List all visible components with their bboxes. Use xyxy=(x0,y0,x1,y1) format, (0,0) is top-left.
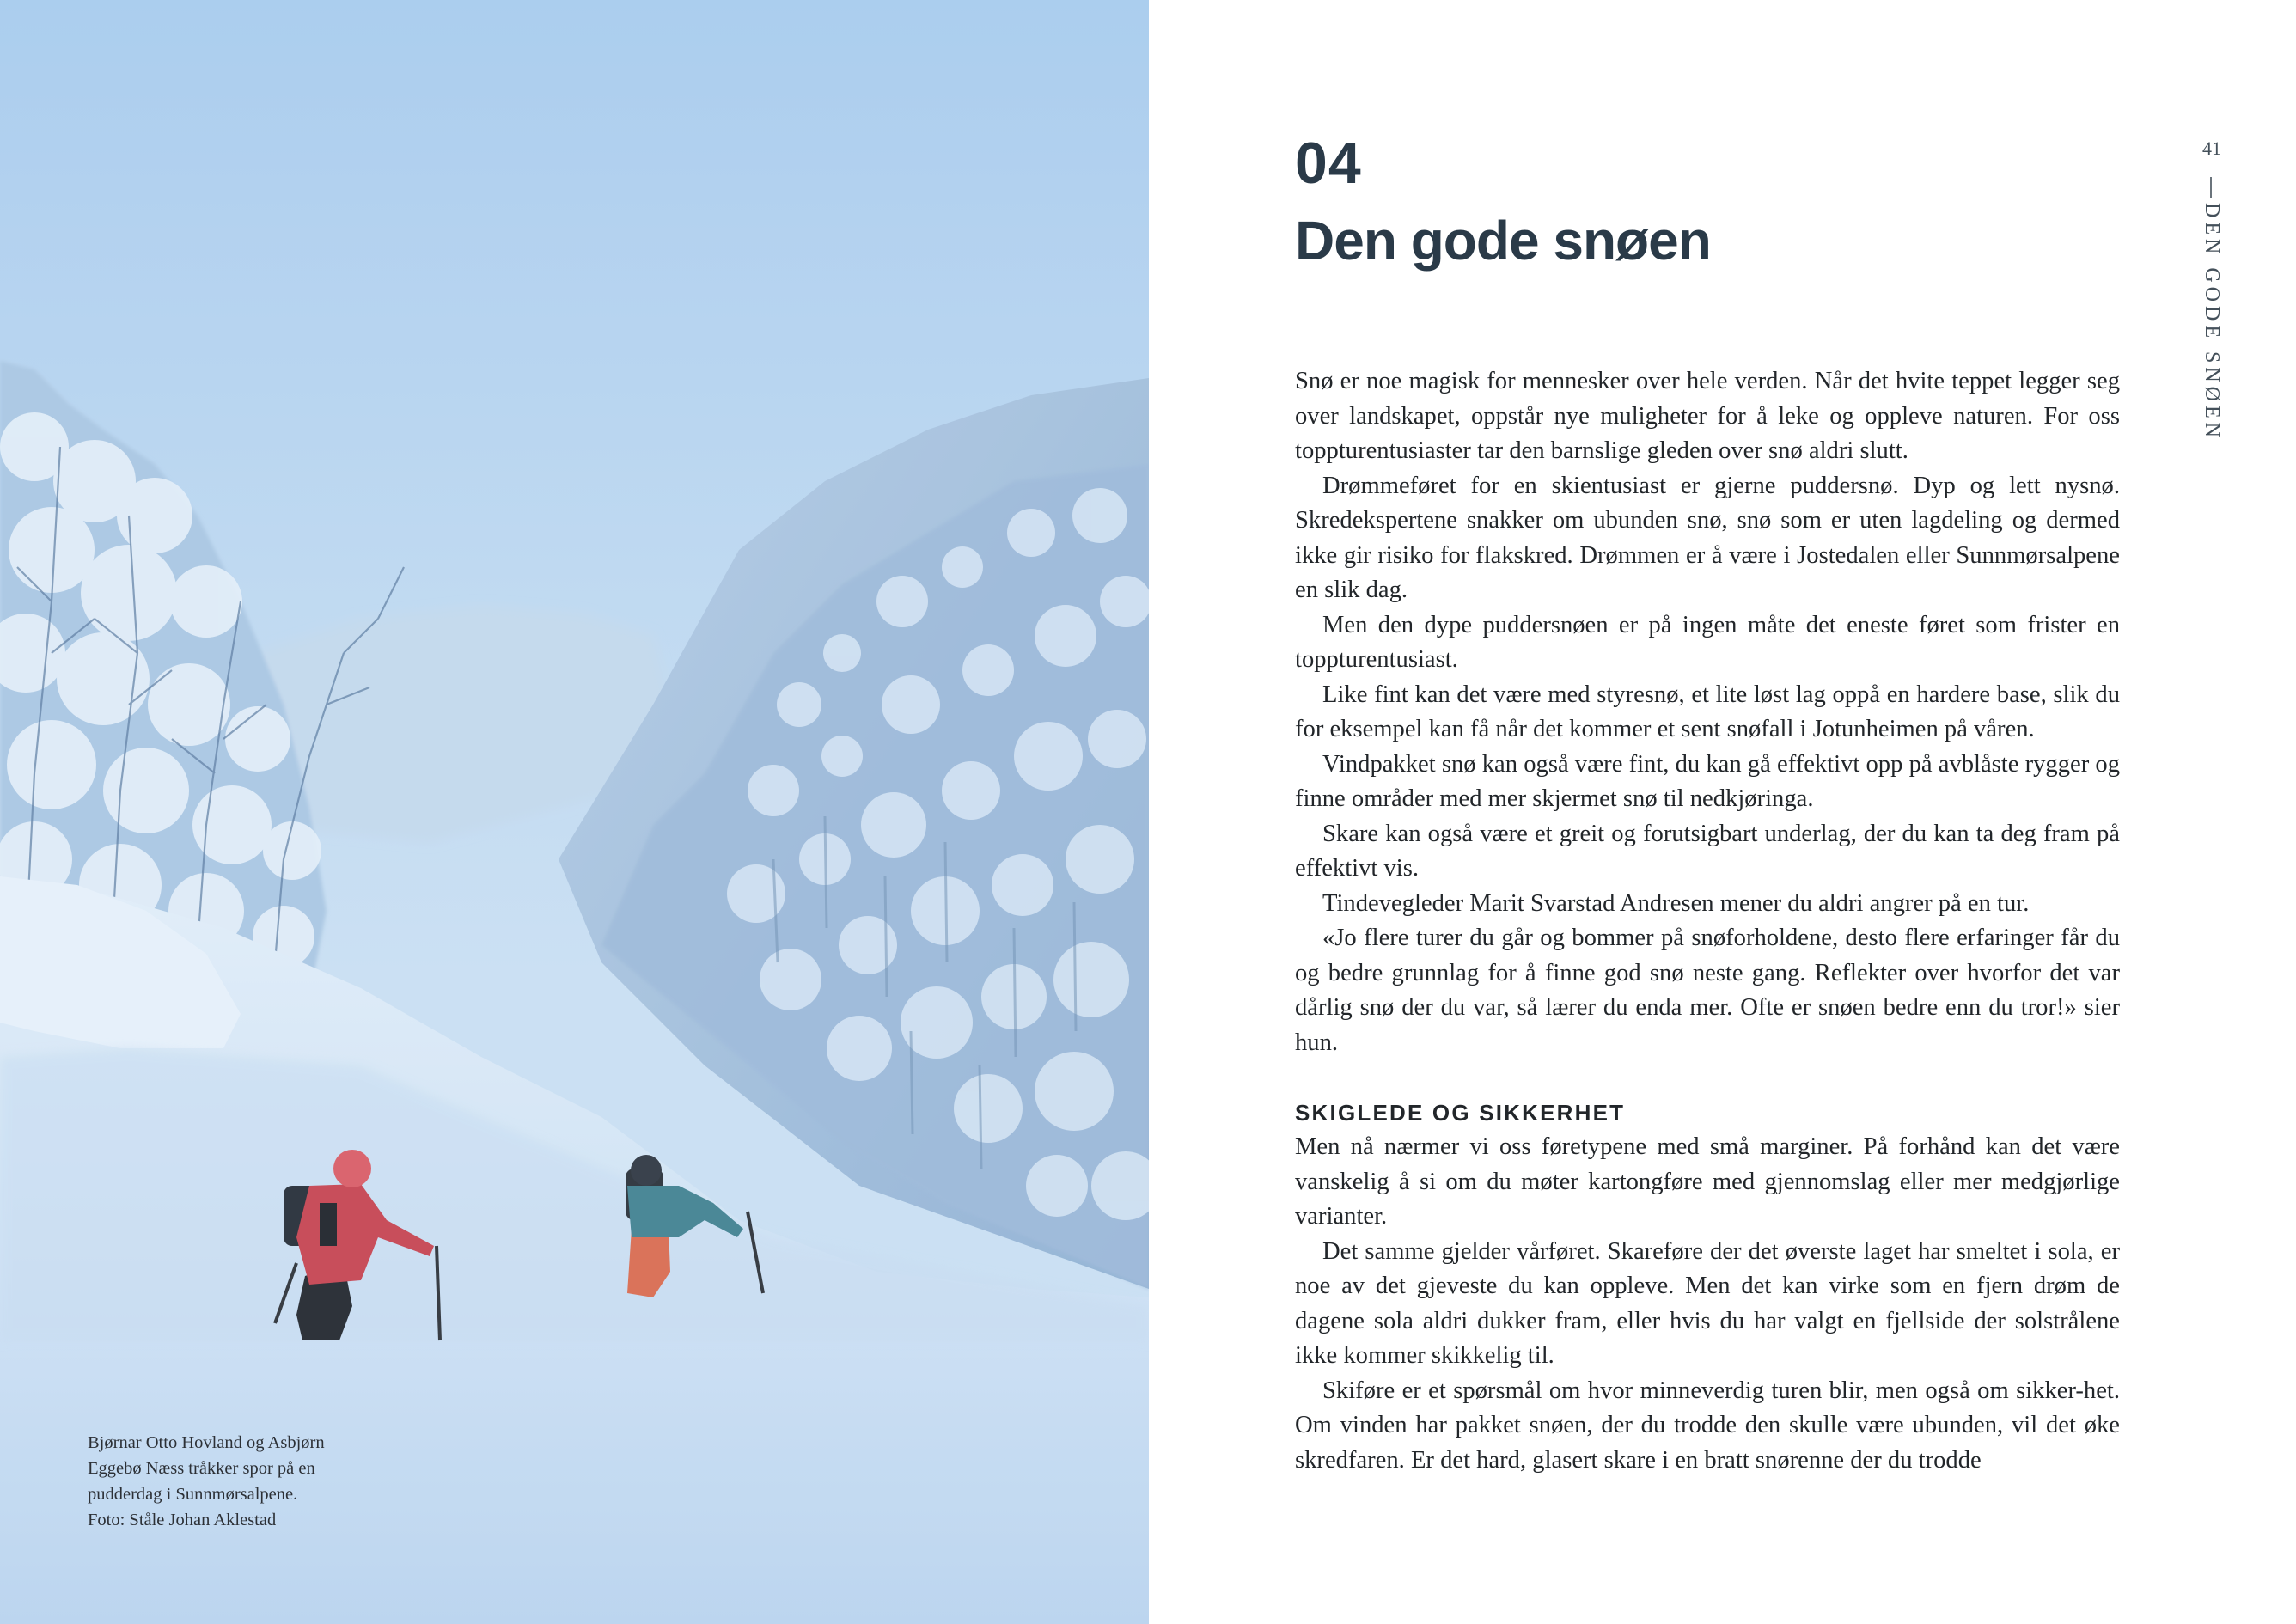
body-paragraph: Vindpakket snø kan også være fint, du kan gå effektivt opp på avblåste rygger og finne områder med mer skjermet snø til nedkjøringa. xyxy=(1295,750,2120,812)
body-paragraph: Men den dype puddersnøen er på ingen måte det eneste føret som frister en toppturentusiast. xyxy=(1295,611,2120,673)
photo-caption xyxy=(88,1430,380,1533)
caption-line: Eggebø Næss tråkker spor på en xyxy=(88,1459,315,1478)
chapter-number: 04 xyxy=(1295,131,1362,196)
section-heading: SKIGLEDE OG SIKKERHET xyxy=(1295,1099,1626,1126)
body-paragraph: «Jo flere turer du går og bommer på snøforholdene, desto flere erfaringer får du og bedre grunnlag for å finne god snø neste gang. Reflekter over hvorfor det var dårlig snø der du var, så lærer du enda mer. Ofte er snøen bedre enn du tror!» sier hun. xyxy=(1295,925,2120,1056)
body-paragraph: Like fint kan det være med styresnø, et lite løst lag oppå en hardere base, slik du for eksempel kan få når det kommer et sent snøfall i Jotunheimen på våren. xyxy=(1295,681,2120,742)
body-text xyxy=(1295,364,2120,1478)
running-head-divider xyxy=(2210,177,2212,198)
body-paragraph: Skare kan også være et greit og forutsigbart underlag, der du kan ta deg fram på effektivt vis. xyxy=(1295,820,2120,882)
caption-credit: Foto: Ståle Johan Aklestad xyxy=(88,1511,277,1529)
body-paragraph: Drømmeføret for en skientusiast er gjerne puddersnø. Dyp og lett nysnø. Skredekspertene snakker om ubunden snø, snø som er uten lagdeling og dermed ikke gir risiko for flakskred. Drømmen er å være i Jostedalen eller Sunnmørsalpene en slik dag. xyxy=(1295,472,2120,603)
text-page xyxy=(1149,0,2296,1624)
body-paragraph: Men nå nærmer vi oss føretypene med små marginer. På forhånd kan det være vanskelig å si om du møter kartongføre med gjennomslag eller mer medgjørlige varianter. xyxy=(1295,1133,2120,1230)
body-paragraph: Snø er noe magisk for mennesker over hele verden. Når det hvite teppet legger seg over landskapet, oppstår nye muligheter for å leke og oppleve naturen. For oss toppturentusiaster tar den barnslige gleden over snø aldri slutt. xyxy=(1295,368,2120,464)
caption-line: pudderdag i Sunnmørsalpene. xyxy=(88,1485,298,1504)
body-paragraph: Tindevegleder Marit Svarstad Andresen mener du aldri angrer på en tur. xyxy=(1322,889,2030,917)
caption-line: Bjørnar Otto Hovland og Asbjørn xyxy=(88,1433,325,1452)
running-head-title: DEN GODE SNØEN xyxy=(2201,203,2223,442)
page-number: 41 xyxy=(2202,137,2221,159)
chapter-title: Den gode snøen xyxy=(1295,210,1711,272)
body-paragraph: Skiføre er et spørsmål om hvor minneverdig turen blir, men også om sikker-het. Om vinden har pakket snøen, der du trodde den skulle være ubunden, vil det øke skredfaren. Er det hard, glasert skare i en bratt snørenne der du trodde xyxy=(1295,1377,2120,1474)
body-paragraph: Det samme gjelder vårføret. Skareføre der det øverste laget har smeltet i sola, er noe av det gjeveste du kan oppleve. Men det kan virke som en fjern drøm de dagene sola aldri dukker fram, eller hvis du har valgt en fjellside der solstrålene ikke kommer skikkelig til. xyxy=(1295,1237,2120,1369)
